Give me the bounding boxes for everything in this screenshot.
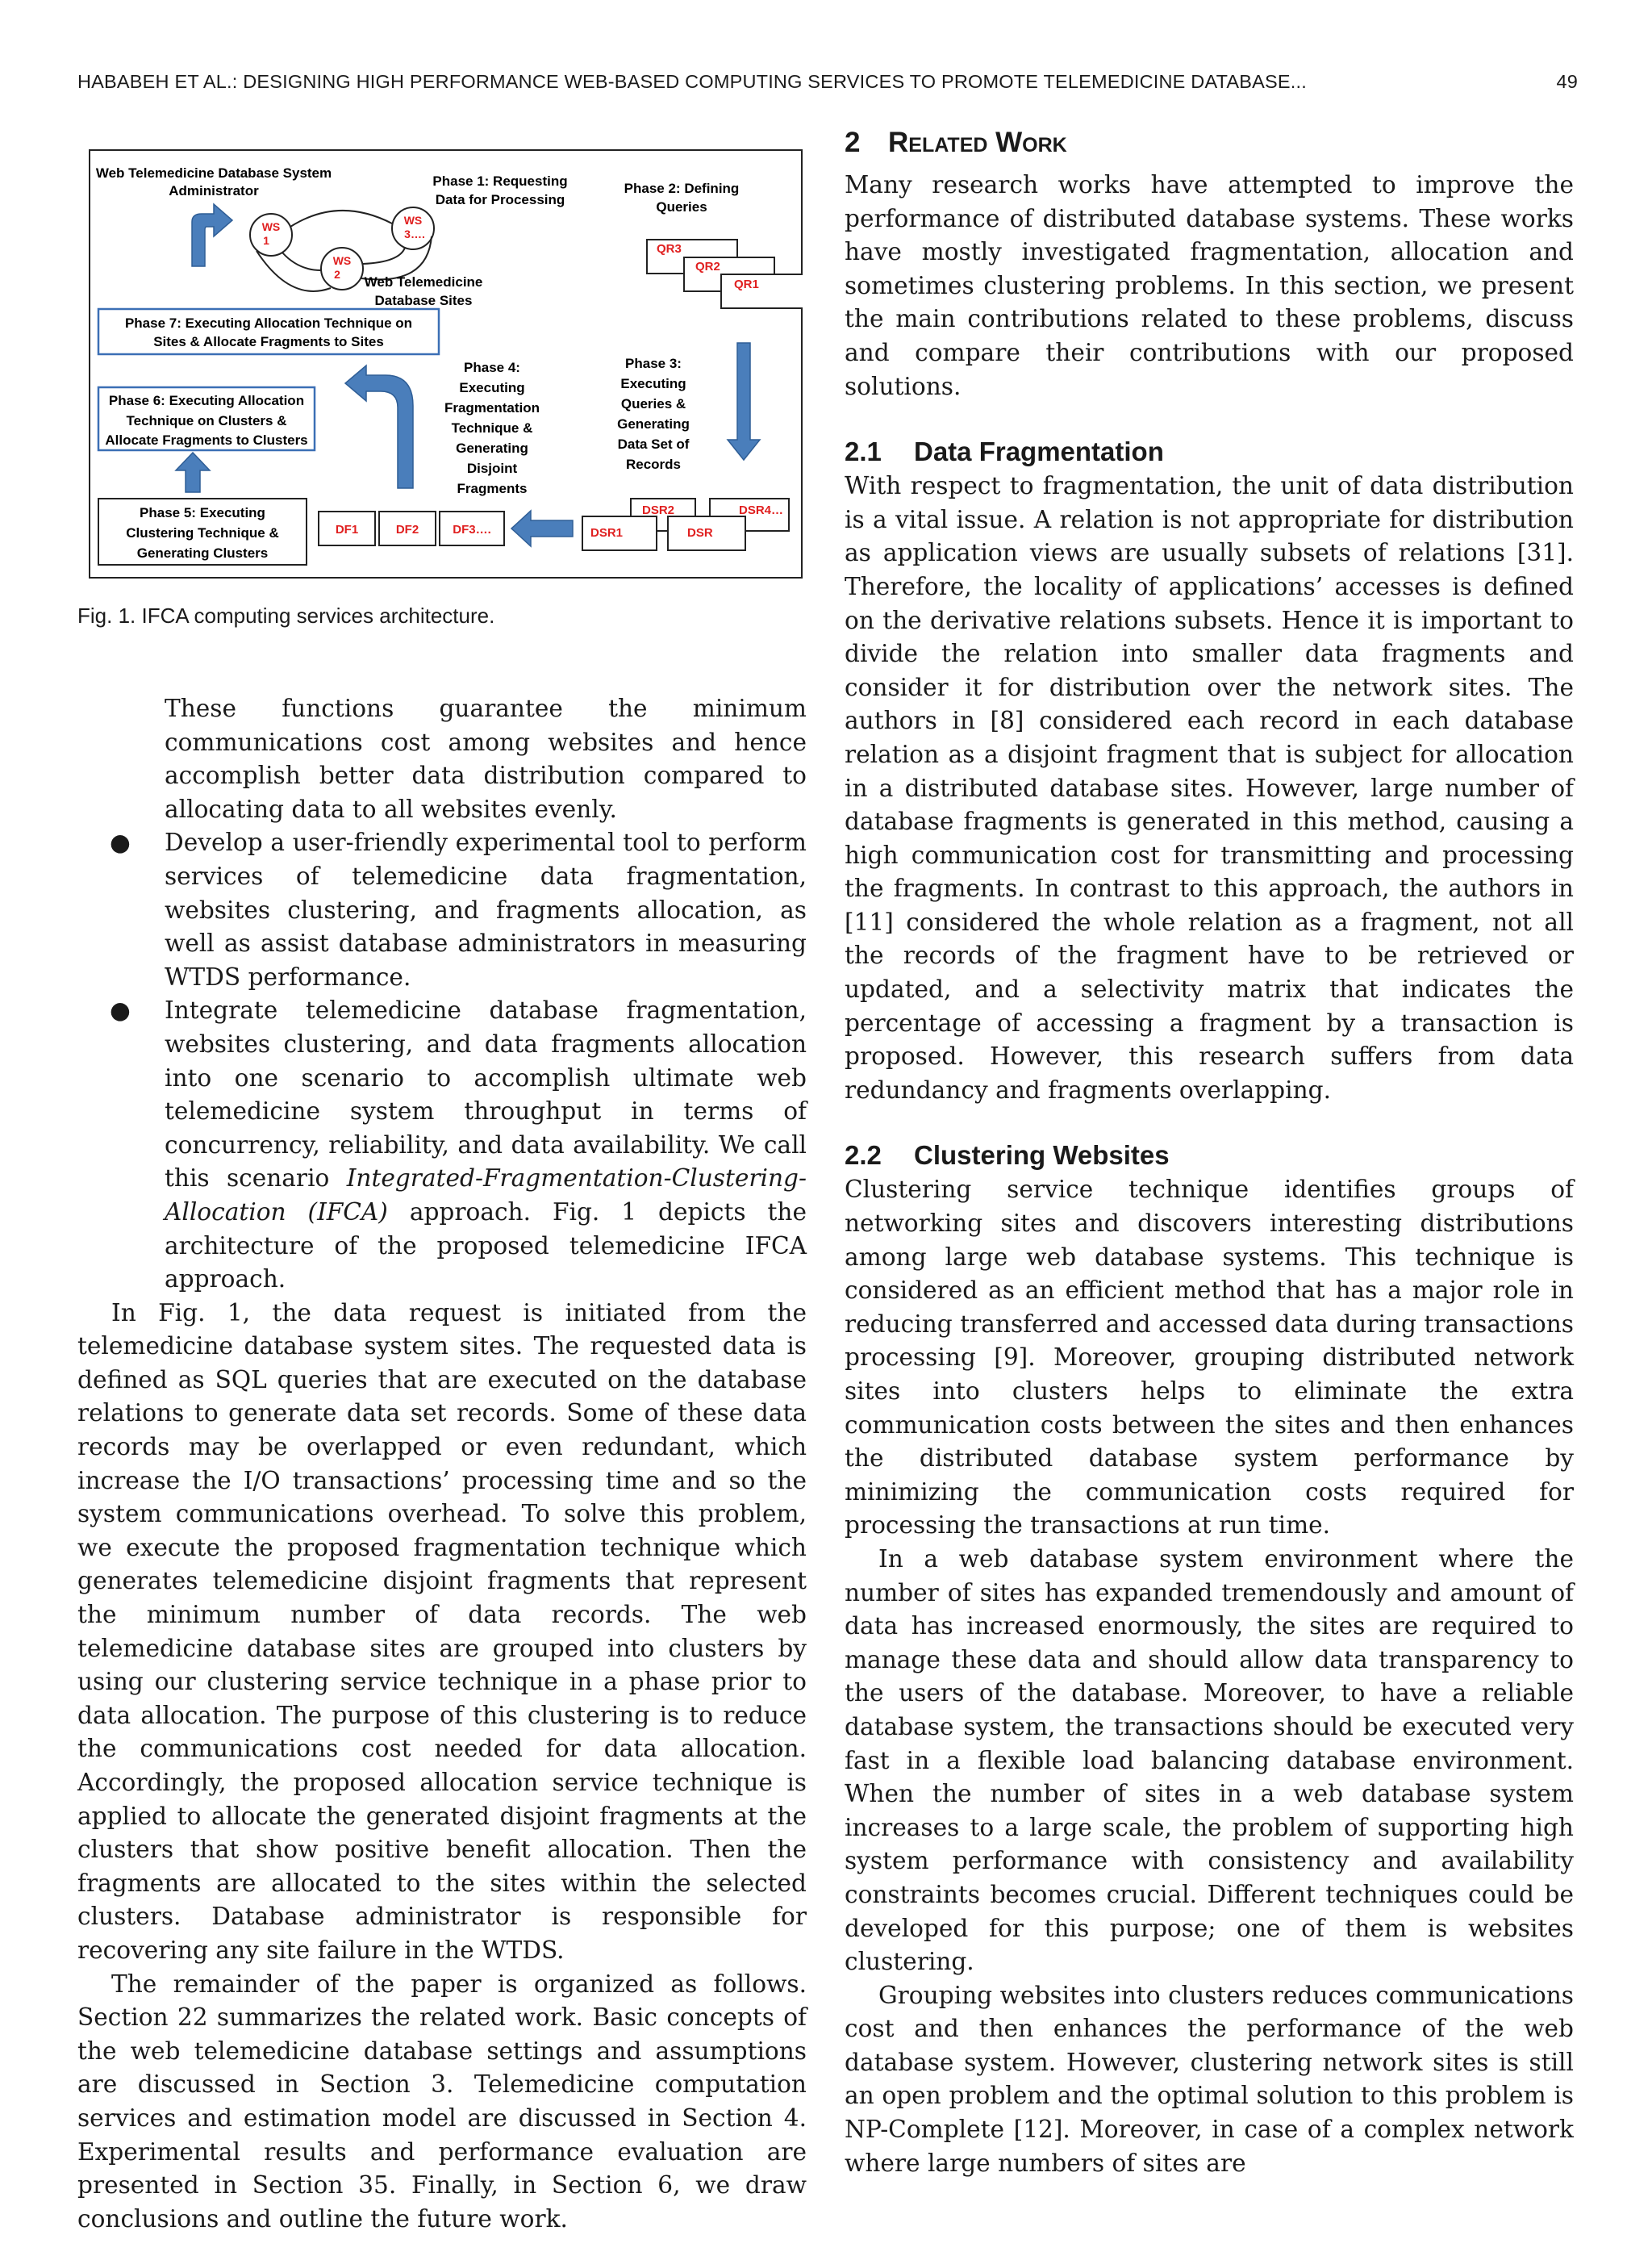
bullet-list	[77, 826, 807, 1296]
svg-text:Generating Clusters: Generating Clusters	[136, 545, 269, 561]
subsection-heading-2-1: 2.1 Data Fragmentation	[845, 437, 1164, 467]
svg-text:Technique &: Technique &	[451, 420, 533, 436]
bullet-icon: ●	[110, 996, 131, 1025]
qr1-label: QR1	[734, 278, 759, 291]
svg-text:Generating: Generating	[617, 416, 690, 432]
subsection-2-2-paragraph-3: Grouping websites into clusters reduces communications cost and then enhances the performance of the web database system. However, clustering network sites is still an open problem and the optimal solution to this problem is NP-Complete [12]. Moreover, in case of a complex network where large numbers of sites are	[845, 1981, 1574, 2177]
qr3-label: QR3	[657, 242, 682, 256]
dsr-label: DSR	[687, 526, 713, 540]
dsr4-label: DSR4…	[739, 503, 784, 517]
page-number: 49	[1556, 71, 1578, 92]
ifca-term: Integrated-Fragmentation-Clustering-Allocation (IFCA)	[165, 1164, 807, 1226]
ws3-label: WS	[403, 214, 423, 227]
bullet-item-2: ● Integrate telemedicine database fragmentation, websites clustering, and data fragments allocation into one scenario to accomplish ultimate web telemedicine system throughput in terms of concurrency, reliability, and data availability. We call this scenario Integrated-Fragmentation-Clustering-Allocation (IFCA) approach. Fig. 1 depicts the architecture of the proposed telemedicine IFCA approach.	[77, 994, 807, 1296]
phase1-line2: Data for Processing	[435, 192, 565, 207]
phase7-line1: Phase 7: Executing Allocation Technique on	[124, 315, 413, 331]
svg-text:Clustering Technique &: Clustering Technique &	[126, 525, 279, 541]
ws2-label: WS	[332, 254, 352, 267]
svg-text:Phase 6: Executing Allocation: Phase 6: Executing Allocation	[108, 393, 305, 408]
svg-text:Allocate Fragments to Clusters: Allocate Fragments to Clusters	[105, 432, 308, 448]
right-column	[845, 125, 1574, 2180]
body-paragraph-1: In Fig. 1, the data request is initiated from the telemedicine database system sites. The requested data is defined as SQL queries that are executed on the database relations to generate data set records. Some of these data records may be overlapped or even redundant, which increase the I/O transactions’ processing time and so the system communications overhead. To solve this problem, we execute the proposed fragmentation technique which generates telemedicine disjoint fragments that represent the minimum number of data records. The web telemedicine database sites are grouped into clusters by using our clustering service technique in a phase prior to data allocation. The purpose of this clustering is to reduce the communications cost needed for data allocation. Accordingly, the proposed allocation service technique is applied to allocate the generated disjoint fragments at the clusters that show positive benefit allocation. Then the fragments are allocated to the sites within the selected clusters. Database administrator is responsible for recovering any site failure in the WTDS.	[77, 1298, 807, 1964]
dsr1-label: DSR1	[590, 526, 624, 540]
admin-title-2: Administrator	[169, 183, 259, 198]
ifca-architecture-diagram	[89, 149, 803, 579]
phase2-line1: Phase 2: Defining	[624, 181, 740, 196]
svg-text:Phase 4:: Phase 4:	[464, 360, 520, 375]
subsection-2-2-paragraph-1: Clustering service technique identifies groups of networking sites and discovers interesting distributions among large web database systems. This technique is considered as an efficient method that has a major role in reducing transferred and accessed data during transactions processing [9]. Moreover, grouping distributed network sites into clusters helps to eliminate the extra communication costs between the sites and then enhances the distributed database system performance by minimizing the communication costs required for processing the transactions at run time.	[845, 1176, 1574, 1540]
ws2-num: 2	[334, 268, 340, 281]
svg-text:Fragments: Fragments	[457, 481, 528, 496]
svg-text:Executing: Executing	[459, 380, 525, 395]
subsection-2-1-paragraph: With respect to fragmentation, the unit of data distribution is a vital issue. A relation is not appropriate for distribution as application views are usually subsets of relations [31]. Therefore, the locality of applications’ accesses is defined on the derivative relations subsets. Hence it is important to divide the relation into smaller data fragments and consider it for distribution over the network sites. The authors in [8] considered each record in each database relation as a disjoint fragment that is subject for allocation in a distributed database sites. However, large number of database fragments is generated in this method, causing a high communication cost for transmitting and processing the fragments. In contrast to this approach, the authors in [11] considered the whole relation as a fragment, not all the records of the fragment have to be retrieved or updated, and a selectivity matrix that indicates the percentage of accessing a fragment by a transaction is proposed. However, this research suffers from data redundancy and fragments overlapping.	[845, 472, 1574, 1104]
phase6-text	[105, 393, 307, 448]
svg-text:Technique on Clusters &: Technique on Clusters &	[126, 413, 287, 428]
running-title: HABABEH ET AL.: DESIGNING HIGH PERFORMANCE WEB-BASED COMPUTING SERVICES TO PROMOTE TELEMEDICINE DATABASE...	[77, 71, 1307, 92]
left-column	[77, 692, 807, 2236]
phase5-text	[126, 505, 279, 561]
df3-label: DF3….	[453, 523, 491, 537]
svg-text:Phase 3:: Phase 3:	[625, 356, 682, 371]
svg-text:Queries &: Queries &	[620, 396, 686, 412]
svg-text:Data Set of: Data Set of	[617, 437, 690, 452]
sites-title-1: Web Telemedicine	[364, 274, 483, 290]
figure-caption: Fig. 1. IFCA computing services architecture.	[77, 604, 495, 628]
svg-text:Disjoint: Disjoint	[466, 461, 518, 476]
subsection-heading-2-2: 2.2 Clustering Websites	[845, 1140, 1170, 1171]
intro-continuation: These functions guarantee the minimum communications cost among websites and hence accomplish better data distribution compared to allocating data to all websites evenly.	[165, 695, 807, 823]
phase2-line2: Queries	[656, 199, 707, 215]
df2-label: DF2	[395, 523, 419, 537]
dsr2-label: DSR2	[642, 503, 675, 517]
running-head	[77, 71, 1578, 93]
figure-1	[89, 149, 803, 579]
svg-text:Phase 5: Executing: Phase 5: Executing	[140, 505, 265, 520]
svg-text:Fragmentation: Fragmentation	[444, 400, 540, 416]
bullet-item-1: ● Develop a user-friendly experimental tool to perform services of telemedicine data fragmentation, websites clustering, and fragments allocation, as well as assist database administrators in measuring WTDS performance.	[77, 826, 807, 994]
ws3-node	[392, 207, 434, 249]
section-heading: 2 Related Work	[845, 127, 1067, 158]
phase7-line2: Sites & Allocate Fragments to Sites	[153, 334, 384, 349]
ws1-node	[250, 214, 292, 256]
ws2-node	[321, 248, 363, 290]
svg-text:Generating: Generating	[456, 441, 528, 456]
svg-text:Records: Records	[625, 457, 682, 472]
qr2-label: QR2	[695, 260, 720, 274]
ws3-num: 3….	[404, 228, 425, 240]
svg-text:Executing: Executing	[620, 376, 686, 391]
sites-title-2: Database Sites	[374, 293, 473, 308]
fragment-boxes	[319, 512, 504, 545]
body-paragraph-2: The remainder of the paper is organized as follows. Section 22 summarizes the related work. Basic concepts of the web telemedicine database settings and assumptions are discussed in Section 3. Telemedicine computation services and estimation model are discussed in Section 4. Experimental results and performance evaluation are presented in Section 35. Finally, in Section 6, we draw conclusions and outline the future work.	[77, 1970, 807, 2233]
bullet-icon: ●	[110, 829, 131, 857]
ws1-label: WS	[261, 220, 281, 233]
phase1-line1: Phase 1: Requesting	[432, 173, 568, 189]
subsection-2-2-paragraph-2: In a web database system environment where the number of sites has expanded tremendously and amount of data has increased enormously, the sites are required to manage these data and should allow data transparency to the users of the database. Moreover, to have a reliable database system, the transactions should be executed very fast in a flexible load balancing database environment. When the number of sites in a web database system increases to a large scale, the problem of supporting high system performance with consistency and availability constraints becomes crucial. Different techniques could be developed for this purpose; one of them is websites clustering.	[845, 1544, 1574, 1976]
admin-title-1: Web Telemedicine Database System	[95, 165, 332, 181]
df1-label: DF1	[335, 523, 359, 537]
ws1-num: 1	[263, 234, 269, 247]
section-intro: Many research works have attempted to improve the performance of distributed database systems. These works have mostly investigated fragmentation, allocation and sometimes clustering problems. In this section, we present the main contributions related to these problems, discuss and compare their contributions with our proposed solutions.	[845, 171, 1574, 400]
